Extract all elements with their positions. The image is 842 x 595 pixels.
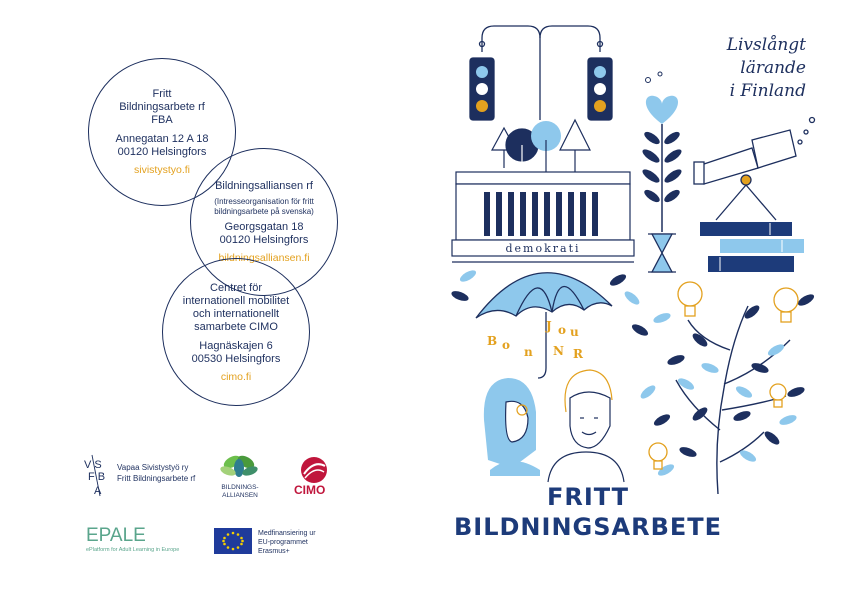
letter-o2: o — [558, 323, 567, 337]
tagline — [706, 34, 806, 103]
eu-text-line: EU-programmet — [258, 539, 308, 546]
svg-text:F B: F B — [88, 471, 106, 483]
org-name-line: Centret för — [210, 281, 262, 294]
knowledge-tree-icon — [676, 306, 790, 494]
letter-n2: N — [553, 344, 564, 358]
address-line: Georgsgatan 18 — [224, 221, 304, 233]
ba-name-line: ALLIANSEN — [222, 492, 258, 499]
org-name-line: Bildningsalliansen rf — [215, 180, 313, 192]
cover-title-line1: FRITT — [546, 483, 630, 511]
org-name-line: Fritt — [152, 88, 172, 100]
tagline-line: Livslångt — [726, 35, 806, 55]
books-stack-icon — [700, 222, 804, 272]
tagline-line: lärande — [740, 58, 806, 78]
letter-b: B — [487, 334, 498, 348]
letter-n: n — [524, 345, 533, 359]
org-name-line: samarbete CIMO — [194, 320, 278, 333]
eu-text-line: Erasmus+ — [258, 548, 290, 555]
traffic-lights-icon — [470, 26, 612, 120]
address-line: Annegatan 12 A 18 — [115, 133, 209, 145]
vsfba-name-sv: Fritt Bildningsarbete rf — [117, 474, 196, 483]
man-figure-icon — [548, 370, 624, 482]
letter-j: J — [546, 319, 552, 333]
org-note-line: bildningsarbete på svenska) — [214, 207, 314, 216]
address-line: 00120 Helsingfors — [219, 234, 309, 246]
heart-flower-icon — [641, 72, 684, 232]
org-name-line: Bildningsarbete rf — [119, 101, 205, 113]
eu-text-line: Medfinansiering ur — [258, 530, 316, 537]
website-link[interactable]: sivistystyo.fi — [133, 164, 190, 176]
svg-text:V S: V S — [84, 459, 102, 471]
umbrella-icon — [476, 273, 612, 378]
website-link[interactable]: cimo.fi — [220, 370, 252, 383]
telescope-icon — [694, 118, 815, 221]
address-line: 00530 Helsingfors — [191, 352, 281, 365]
address-line: 00120 Helsingfors — [117, 146, 207, 158]
org-name-line: internationell mobilitet — [182, 294, 290, 307]
ba-name-line: BILDNINGS- — [221, 484, 259, 491]
cover-title-line2: BILDNINGSARBETE — [453, 513, 723, 541]
cover-title — [452, 482, 724, 542]
vsfba-name-fi: Vapaa Sivistystyö ry — [117, 463, 189, 472]
epale-logo-text: EPALE — [86, 525, 146, 546]
cimo-logo-text: CIMO — [294, 483, 326, 497]
letter-o: o — [502, 338, 511, 352]
hourglass-icon — [648, 234, 676, 272]
svg-text:A: A — [94, 485, 102, 497]
org-name-line: FBA — [151, 114, 173, 126]
letter-u: u — [570, 325, 579, 339]
letter-r: R — [573, 347, 583, 361]
woman-figure-icon — [484, 378, 540, 476]
building-label: demokrati — [505, 242, 581, 255]
tagline-line: i Finland — [729, 81, 806, 101]
address-line: Hagnäskajen 6 — [199, 339, 273, 352]
org-note-line: (Intresseorganisation för fritt — [214, 197, 314, 206]
umbrella-letters — [487, 319, 584, 361]
website-link[interactable]: bildningsalliansen.fi — [218, 252, 310, 264]
small-trees-icon — [492, 120, 590, 172]
epale-subtitle: ePlatform for Adult Learning in Europe — [86, 547, 180, 553]
org-name-line: och internationellt — [192, 307, 280, 320]
